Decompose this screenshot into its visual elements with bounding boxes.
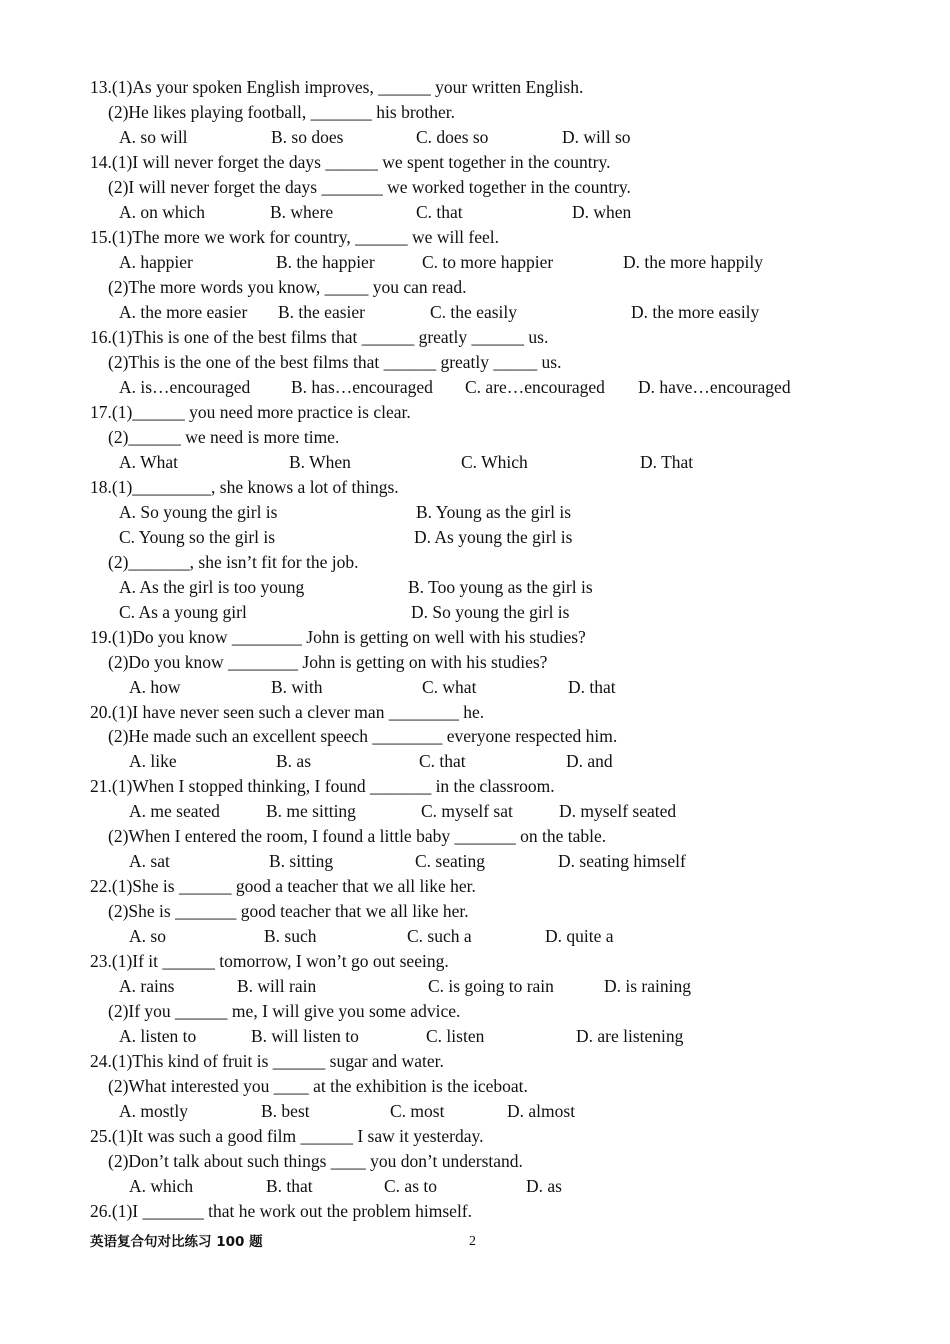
answer-option: A. me seated	[129, 801, 220, 821]
question-line: 17.(1)______ you need more practice is clear.	[90, 402, 411, 422]
question-line: 23.(1)If it ______ tomorrow, I won’t go out seeing.	[90, 951, 449, 971]
question-line: 14.(1)I will never forget the days ______ we spent together in the country.	[90, 152, 611, 172]
question-line: (2)_______, she isn’t fit for the job.	[108, 552, 359, 572]
question-line: (2)He made such an excellent speech ________ everyone respected him.	[108, 726, 618, 746]
answer-option: C. what	[422, 677, 477, 697]
answer-option: C. are…encouraged	[465, 377, 605, 397]
question-line: 25.(1)It was such a good film ______ I saw it yesterday.	[90, 1126, 484, 1146]
page-number: 2	[469, 1234, 476, 1249]
answer-option: C. seating	[415, 851, 485, 871]
footer-title: 英语复合句对比练习 100 题	[90, 1234, 263, 1250]
answer-option: C. Which	[461, 452, 528, 472]
question-line: 22.(1)She is ______ good a teacher that we all like her.	[90, 876, 476, 896]
answer-option: A. happier	[119, 252, 193, 272]
question-line: (2)She is _______ good teacher that we all like her.	[108, 901, 469, 921]
answer-option: B. has…encouraged	[291, 377, 433, 397]
answer-option: D. That	[640, 452, 694, 472]
answer-option: B. me sitting	[266, 801, 356, 821]
question-line: 18.(1)_________, she knows a lot of things.	[90, 477, 399, 497]
answer-option: A. on which	[119, 202, 206, 222]
answer-option: B. When	[289, 452, 351, 472]
answer-option: B. with	[271, 677, 323, 697]
answer-option: B. best	[261, 1101, 310, 1121]
answer-option: C. As a young girl	[119, 602, 247, 622]
answer-option: D. and	[566, 751, 613, 771]
question-line: (2)______ we need is more time.	[108, 427, 340, 447]
answer-option: C. does so	[416, 127, 489, 147]
answer-option: D. is raining	[604, 976, 692, 996]
answer-option: B. the happier	[276, 252, 375, 272]
answer-option: C. listen	[426, 1026, 485, 1046]
answer-option: D. are listening	[576, 1026, 684, 1046]
answer-option: A. mostly	[119, 1101, 189, 1121]
answer-option: B. Too young as the girl is	[408, 577, 593, 597]
answer-option: A. So young the girl is	[119, 502, 278, 522]
answer-option: B. will rain	[237, 976, 317, 996]
question-line: 21.(1)When I stopped thinking, I found _______ in the classroom.	[90, 776, 555, 796]
answer-option: D. when	[572, 202, 632, 222]
answer-option: A. how	[129, 677, 181, 697]
answer-option: A. As the girl is too young	[119, 577, 305, 597]
answer-option: C. that	[419, 751, 466, 771]
answer-option: A. listen to	[119, 1026, 197, 1046]
answer-option: D. quite a	[545, 926, 614, 946]
answer-option: D. have…encouraged	[638, 377, 791, 397]
answer-option: A. like	[129, 751, 177, 771]
answer-option: D. the more happily	[623, 252, 763, 272]
question-line: 19.(1)Do you know ________ John is getting on well with his studies?	[90, 627, 586, 647]
question-line: (2)What interested you ____ at the exhibition is the iceboat.	[108, 1076, 528, 1096]
answer-option: D. seating himself	[558, 851, 686, 871]
answer-option: C. such a	[407, 926, 472, 946]
question-line: 15.(1)The more we work for country, ______ we will feel.	[90, 227, 500, 247]
question-line: (2)Do you know ________ John is getting on with his studies?	[108, 652, 548, 672]
answer-option: A. rains	[119, 976, 175, 996]
answer-option: C. myself sat	[421, 801, 513, 821]
answer-option: A. sat	[129, 851, 170, 871]
answer-option: B. as	[276, 751, 311, 771]
answer-option: B. will listen to	[251, 1026, 359, 1046]
answer-option: C. most	[390, 1101, 445, 1121]
answer-option: C. Young so the girl is	[119, 527, 276, 547]
answer-option: C. to more happier	[422, 252, 554, 272]
answer-option: B. sitting	[269, 851, 334, 871]
question-line: 24.(1)This kind of fruit is ______ sugar and water.	[90, 1051, 444, 1071]
answer-option: D. that	[568, 677, 616, 697]
answer-option: D. will so	[562, 127, 631, 147]
answer-option: A. so will	[119, 127, 188, 147]
answer-option: A. which	[129, 1176, 194, 1196]
question-line: (2)This is the one of the best films that ______ greatly _____ us.	[108, 352, 562, 372]
question-line: (2)Don’t talk about such things ____ you don’t understand.	[108, 1151, 523, 1171]
answer-option: D. almost	[507, 1101, 576, 1121]
answer-option: B. so does	[271, 127, 344, 147]
question-line: 13.(1)As your spoken English improves, ______ your written English.	[90, 77, 584, 97]
answer-option: B. where	[270, 202, 334, 222]
question-line: (2)If you ______ me, I will give you some advice.	[108, 1001, 461, 1021]
question-line: (2)When I entered the room, I found a little baby _______ on the table.	[108, 826, 607, 846]
answer-option: D. So young the girl is	[411, 602, 570, 622]
answer-option: B. the easier	[278, 302, 365, 322]
question-line: 26.(1)I _______ that he work out the problem himself.	[90, 1201, 473, 1221]
answer-option: A. the more easier	[119, 302, 248, 322]
answer-option: C. as to	[384, 1176, 437, 1196]
question-line: 16.(1)This is one of the best films that ______ greatly ______ us.	[90, 327, 549, 347]
answer-option: D. the more easily	[631, 302, 760, 322]
question-line: 20.(1)I have never seen such a clever man ________ he.	[90, 702, 485, 722]
answer-option: B. that	[266, 1176, 313, 1196]
answer-option: A. so	[129, 926, 166, 946]
answer-option: C. the easily	[430, 302, 517, 322]
answer-option: C. is going to rain	[428, 976, 554, 996]
question-line: (2)I will never forget the days _______ we worked together in the country.	[108, 177, 631, 197]
answer-option: D. myself seated	[559, 801, 677, 821]
answer-option: D. as	[526, 1176, 562, 1196]
answer-option: A. is…encouraged	[119, 377, 251, 397]
answer-option: B. such	[264, 926, 317, 946]
answer-option: B. Young as the girl is	[416, 502, 572, 522]
answer-option: A. What	[119, 452, 178, 472]
question-line: (2)The more words you know, _____ you can read.	[108, 277, 467, 297]
answer-option: D. As young the girl is	[414, 527, 573, 547]
answer-option: C. that	[416, 202, 463, 222]
question-line: (2)He likes playing football, _______ his brother.	[108, 102, 456, 122]
